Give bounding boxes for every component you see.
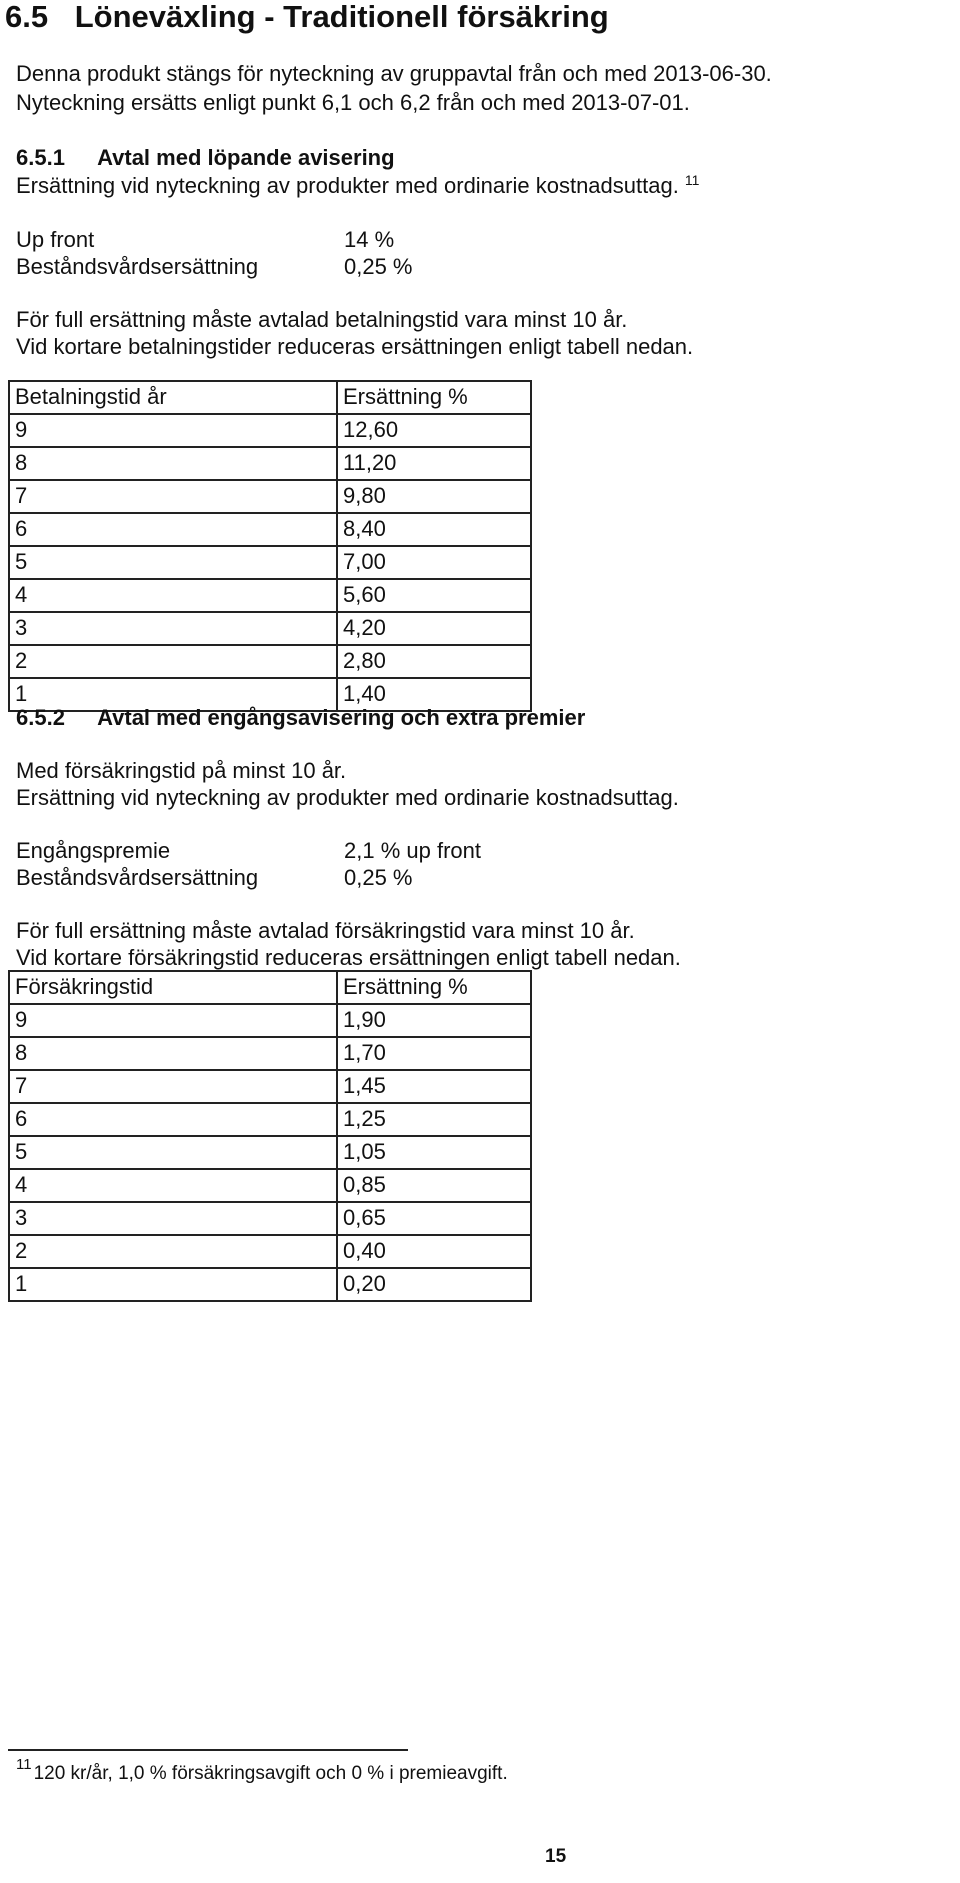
- footnote-reference: 11: [684, 171, 700, 188]
- table-cell: 5: [9, 546, 337, 579]
- section2-rate-value-0: 2,1 % up front: [344, 838, 481, 863]
- table-cell: 4,20: [337, 612, 531, 645]
- table-cell: 5,60: [337, 579, 531, 612]
- table-cell: 1,05: [337, 1136, 531, 1169]
- table-cell: 0,40: [337, 1235, 531, 1268]
- table-cell: 2,80: [337, 645, 531, 678]
- section1-rate-label-1: Beståndsvårdsersättning: [16, 254, 259, 279]
- section2-table: [8, 970, 532, 1302]
- section1-heading: [16, 144, 395, 172]
- table-header-cell: Betalningstid år: [9, 381, 337, 414]
- section2-line-2: Ersättning vid nyteckning av produkter med ordinarie kostnadsuttag.: [16, 785, 679, 810]
- table-cell: 1,90: [337, 1004, 531, 1037]
- table-cell: 4: [9, 579, 337, 612]
- table-cell: 8,40: [337, 513, 531, 546]
- table-cell: 1,40: [337, 678, 531, 711]
- intro-line-1: Denna produkt stängs för nyteckning av gruppavtal från och med 2013-06-30.: [16, 61, 772, 86]
- table-header-cell: Ersättning %: [337, 381, 531, 414]
- footnote-text: 120 kr/år, 1,0 % försäkringsavgift och 0 % i premieavgift.: [33, 1763, 508, 1784]
- table-row: [9, 1169, 531, 1202]
- section1-rate-value-1: 0,25 %: [344, 254, 413, 279]
- table-cell: 0,65: [337, 1202, 531, 1235]
- table-header-cell: Försäkringstid: [9, 971, 337, 1004]
- table-row: [9, 1136, 531, 1169]
- table-cell: 7,00: [337, 546, 531, 579]
- table-row: [9, 1070, 531, 1103]
- table-cell: 3: [9, 1202, 337, 1235]
- section2-note-2: Vid kortare försäkringstid reduceras ersättningen enligt tabell nedan.: [16, 945, 681, 970]
- table-cell: 1: [9, 678, 337, 711]
- table-cell: 7: [9, 480, 337, 513]
- footnote-marker: 11: [16, 1756, 32, 1773]
- table-cell: 6: [9, 513, 337, 546]
- section2-title: Avtal med engångsavisering och extra premier: [97, 705, 586, 730]
- table-row: [9, 1235, 531, 1268]
- table-row: [9, 480, 531, 513]
- table-row: [9, 546, 531, 579]
- heading-number: 6.5: [5, 0, 49, 34]
- table-row: [9, 1202, 531, 1235]
- table-row: [9, 1103, 531, 1136]
- section1-note-2: Vid kortare betalningstider reduceras ersättningen enligt tabell nedan.: [16, 334, 694, 359]
- table-cell: 1: [9, 1268, 337, 1301]
- table-row: [9, 513, 531, 546]
- page-number: 15: [545, 1846, 567, 1867]
- table-cell: 3: [9, 612, 337, 645]
- table-cell: 4: [9, 1169, 337, 1202]
- section2-rate-label-0: Engångspremie: [16, 838, 171, 863]
- table-cell: 6: [9, 1103, 337, 1136]
- table-header-row: [9, 381, 531, 414]
- table-cell: 8: [9, 1037, 337, 1070]
- table-cell: 1,25: [337, 1103, 531, 1136]
- table-cell: 1,70: [337, 1037, 531, 1070]
- table-row: [9, 414, 531, 447]
- table-cell: 2: [9, 1235, 337, 1268]
- table-row: [9, 579, 531, 612]
- section2-line-1: Med försäkringstid på minst 10 år.: [16, 758, 347, 783]
- section1-number: 6.5.1: [16, 145, 65, 170]
- page-heading: [5, 0, 609, 34]
- section2-note-1: För full ersättning måste avtalad försäkringstid vara minst 10 år.: [16, 918, 635, 943]
- table-cell: 9: [9, 1004, 337, 1037]
- section1-rate-value-0: 14 %: [344, 227, 395, 252]
- table-cell: 12,60: [337, 414, 531, 447]
- section1-rate-label-0: Up front: [16, 227, 95, 252]
- intro-line-2: Nyteckning ersätts enligt punkt 6,1 och 6,2 från och med 2013-07-01.: [16, 90, 690, 115]
- footnote-separator: [8, 1749, 408, 1751]
- table-cell: 1,45: [337, 1070, 531, 1103]
- section1-note-1: För full ersättning måste avtalad betalningstid vara minst 10 år.: [16, 307, 628, 332]
- section2-heading: [16, 704, 585, 732]
- table-cell: 8: [9, 447, 337, 480]
- table-header-cell: Ersättning %: [337, 971, 531, 1004]
- section1-table: [8, 380, 532, 712]
- footnote: [16, 1756, 508, 1787]
- section2-rate-label-1: Beståndsvårdsersättning: [16, 865, 259, 890]
- table-row: [9, 1004, 531, 1037]
- table-cell: 0,20: [337, 1268, 531, 1301]
- table-row: [9, 1037, 531, 1070]
- table-row: [9, 612, 531, 645]
- table-cell: 9,80: [337, 480, 531, 513]
- table-row: [9, 1268, 531, 1301]
- section2-number: 6.5.2: [16, 705, 65, 730]
- section1-subtitle: Ersättning vid nyteckning av produkter med ordinarie kostnadsuttag. $^{11}$: [16, 171, 700, 198]
- table-cell: 7: [9, 1070, 337, 1103]
- heading-title: Löneväxling - Traditionell försäkring: [74, 0, 609, 34]
- table-row: [9, 645, 531, 678]
- table-cell: 0,85: [337, 1169, 531, 1202]
- section2-rate-value-1: 0,25 %: [344, 865, 413, 890]
- table-cell: 2: [9, 645, 337, 678]
- table-cell: 11,20: [337, 447, 531, 480]
- table-header-row: [9, 971, 531, 1004]
- table-cell: 5: [9, 1136, 337, 1169]
- table-row: [9, 447, 531, 480]
- section1-title: Avtal med löpande avisering: [97, 145, 395, 170]
- table-cell: 9: [9, 414, 337, 447]
